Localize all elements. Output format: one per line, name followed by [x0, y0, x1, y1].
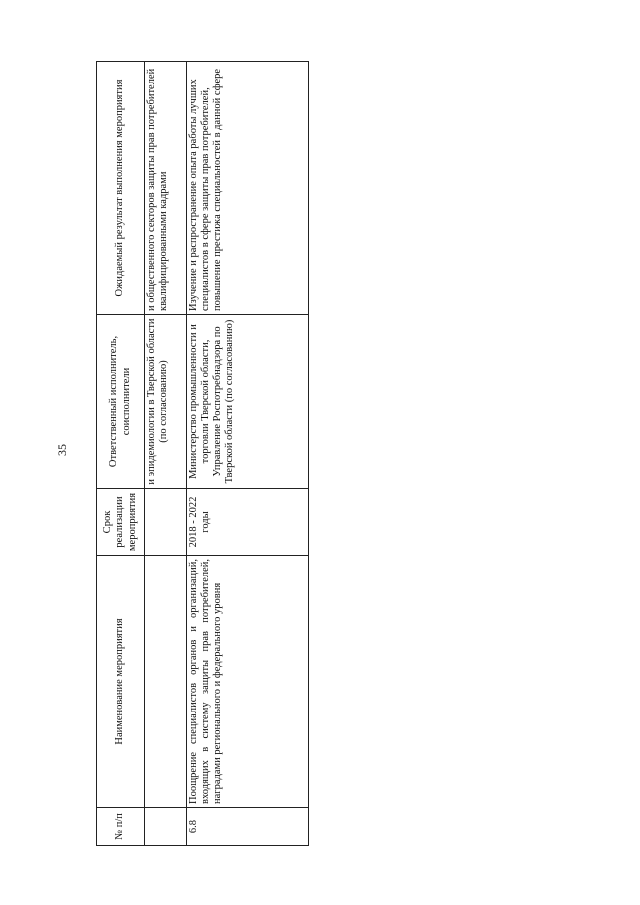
header-term: Срок реализации мероприятия [97, 489, 145, 556]
cell-name [145, 556, 187, 808]
table-row [187, 62, 309, 846]
header-num: № п/п [97, 808, 145, 846]
table-header-row [97, 62, 145, 846]
cell-executor: и эпидемиологии в Тверской области (по согласованию) [145, 315, 187, 489]
cell-num: 6.8 [187, 808, 309, 846]
measures-table [96, 61, 309, 846]
cell-result: и общественного секторов защиты прав потребителей квалифицированными кадрами [145, 62, 187, 315]
cell-term [145, 489, 187, 556]
cell-num [145, 808, 187, 846]
header-result: Ожидаемый результат выполнения мероприятия [97, 62, 145, 315]
header-name: Наименование мероприятия [97, 556, 145, 808]
table-row [145, 62, 187, 846]
cell-term: 2018 - 2022 годы [187, 489, 309, 556]
cell-executor: Министерство промышленности и торговли Тверской области, Управление Роспотребнадзора по Тверской области (по согласованию) [187, 315, 309, 489]
cell-result: Изучение и распространение опыта работы лучших специалистов в сфере защиты прав потребителей, повышение престижа специальностей в данной сфере [187, 62, 309, 315]
page-number: 35 [55, 444, 69, 456]
cell-name: Поощрение специалистов органов и организаций, входящих в систему защиты прав потребителей, наградами регионального и федерального уровня [187, 556, 309, 808]
header-executor: Ответственный исполнитель, соисполнители [97, 315, 145, 489]
rotated-table-wrapper [96, 62, 236, 846]
